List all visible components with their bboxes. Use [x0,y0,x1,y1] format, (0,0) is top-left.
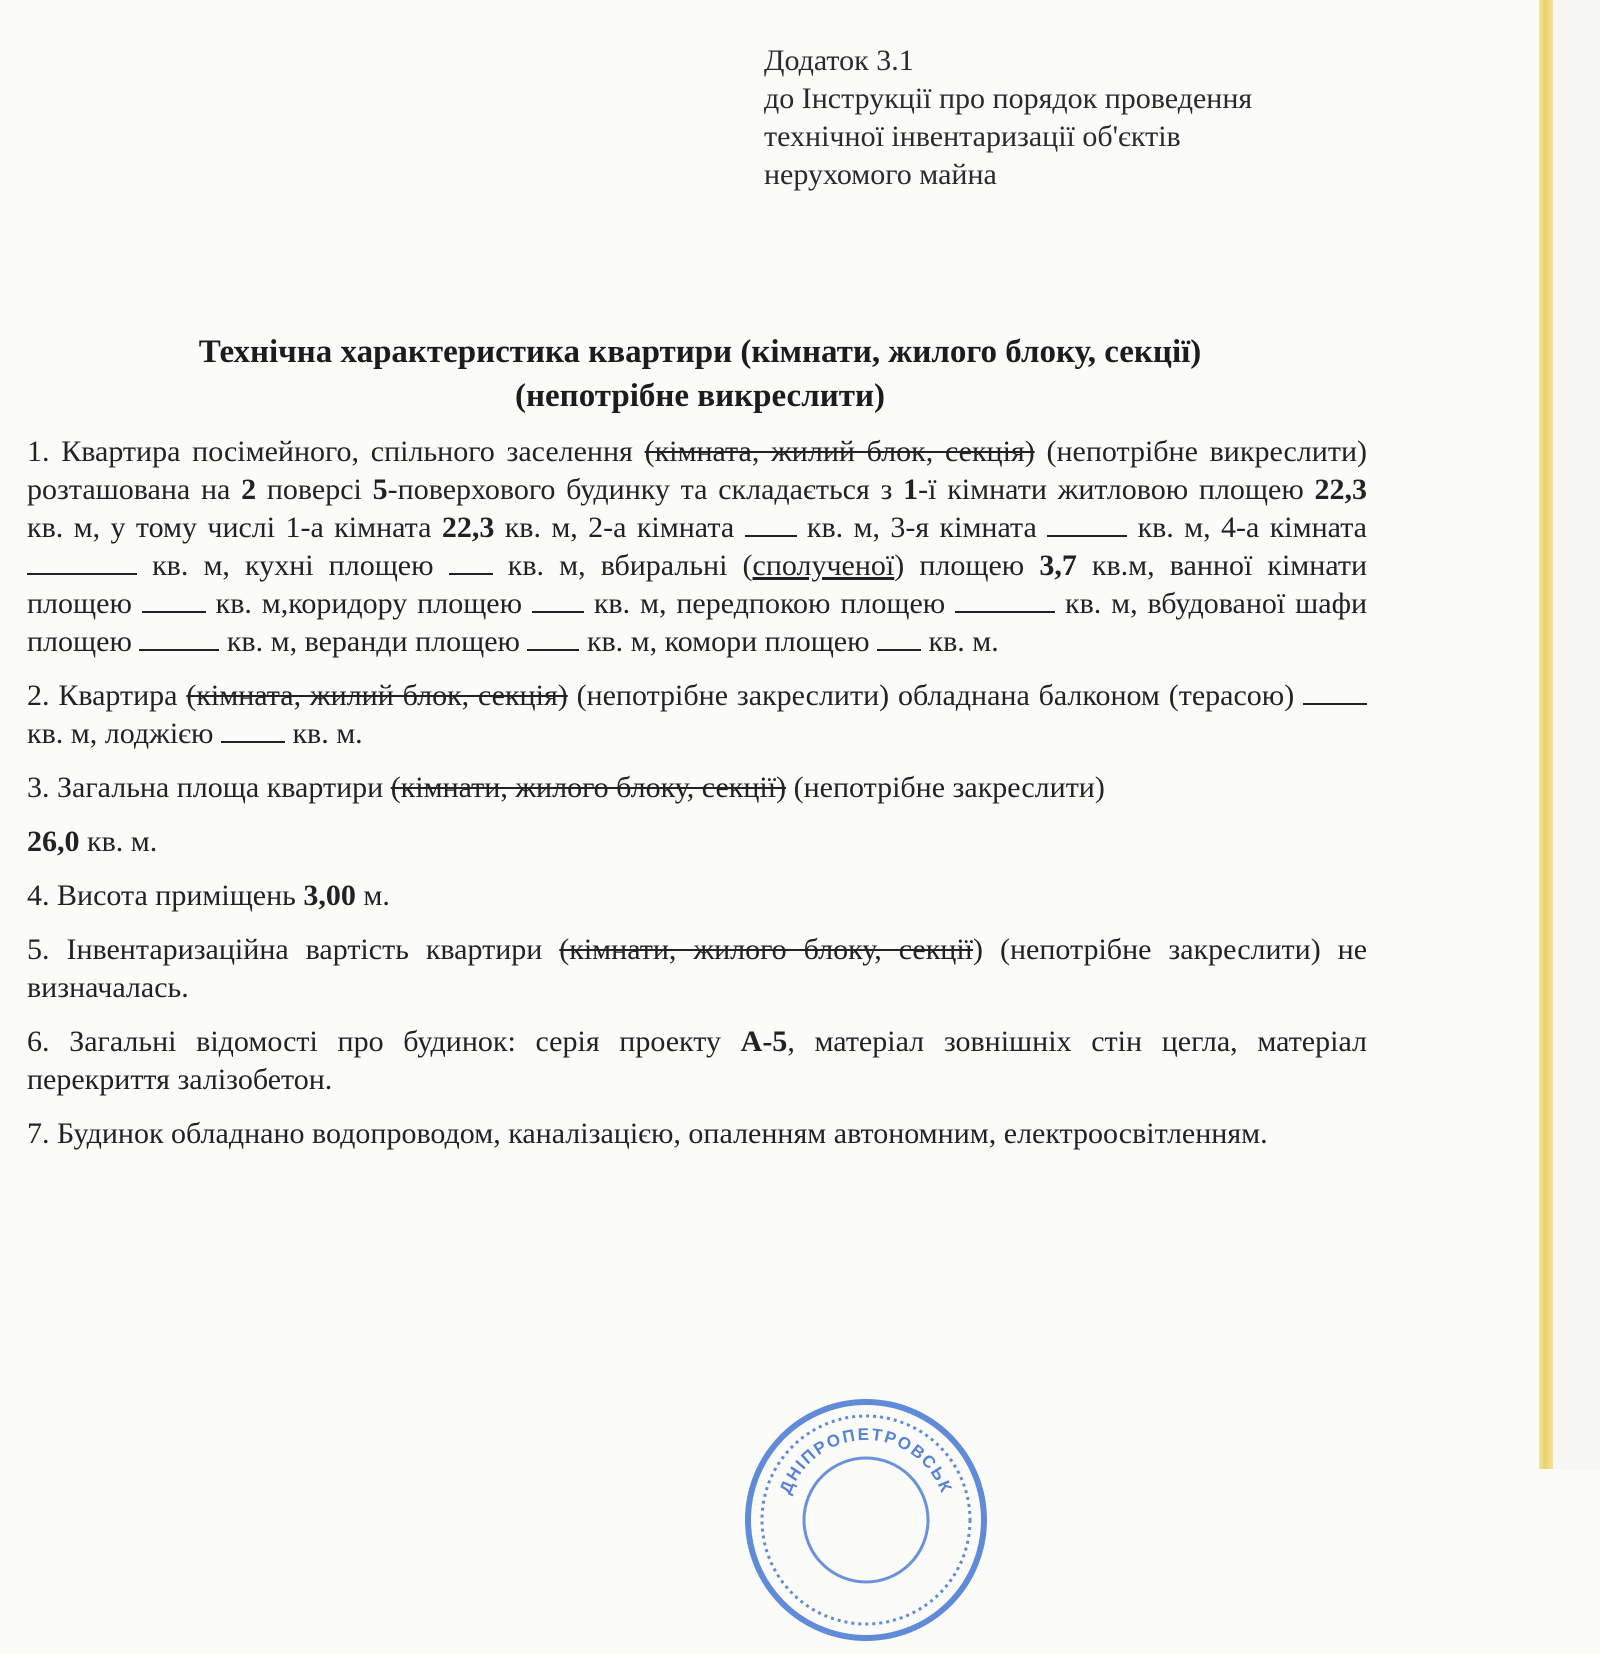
official-stamp [731,1385,1001,1655]
appendix-line-4: нерухомого майна [764,158,997,191]
title-line-2: (непотрібне викреслити) [515,378,885,414]
p1-text-s: кв. м. [928,625,999,658]
p5-struck-text: (кімнати, жилого блоку, секції [559,933,974,966]
p1-text-e: -ї кімнати житловою площею [918,473,1304,506]
wc-area-value: 3,7 [1039,549,1077,582]
p7-text: 7. Будинок обладнано водопроводом, каналізацією, опаленням автономним, електроосвітленням. [27,1117,1268,1150]
document-body [27,433,1367,1169]
p3-struck-text: (кімнати, жилого блоку, секції) [390,771,787,804]
p2-text-b: (непотрібне закреслити) обладнана балконом (терасою) [576,679,1295,712]
p1-text-p: кв. м, вбудованої шафи площею [27,587,1368,658]
p1-text-r: кв. м, комори площею [586,625,870,658]
total-area-unit: кв. м. [87,825,158,858]
p1-text-d: -поверхового будинку та складається з [387,473,893,506]
paragraph-1 [27,433,1367,661]
p1-text-b: (непотрібне викреслити) розташована на [27,435,1367,506]
p6-text-a: 6. Загальні відомості про будинок: серія проекту [27,1025,721,1058]
total-area-line [27,823,1367,861]
appendix-reference [764,42,1464,194]
project-series-value: А-5 [740,1025,788,1058]
living-area-value: 22,3 [1314,473,1368,506]
paragraph-7 [27,1115,1367,1153]
p1-struck-text: (кімната, жилий блок, секція) [644,435,1035,468]
p1-text-a: 1. Квартира посімейного, спільного заселення [27,435,633,468]
room3-blank [1047,513,1127,537]
floors-value: 5 [372,473,388,506]
kitchen-blank [449,551,493,575]
room2-blank [745,513,797,537]
paragraph-3 [27,769,1367,807]
bathroom-blank [142,589,206,613]
p2-text-d: кв. м. [292,717,363,750]
adjacent-page-margin [1553,0,1600,1469]
p1-text-g: кв. м, 2-а кімната [504,511,735,544]
p1-text-l: ) площею [894,549,1025,582]
stamp-text: ДНІПРОПЕТРОВСЬК [775,1424,957,1497]
ceiling-height-value: 3,00 [303,879,356,912]
paragraph-4 [27,877,1367,915]
room4-blank [27,551,137,575]
document-title [60,330,1340,418]
p1-text-q: кв. м, веранди площею [226,625,520,658]
p2-text-c: кв. м, лоджією [27,717,214,750]
balcony-blank [1303,681,1367,705]
p2-text-a: 2. Квартира [27,679,178,712]
p1-text-k: кв. м, вбиральні ( [507,549,753,582]
appendix-line-2: до Інструкції про порядок проведення [764,82,1253,115]
p1-text-h: кв. м, 3-я кімната [806,511,1037,544]
p1-text-f: кв. м, у тому числі 1-а кімната [27,511,432,544]
p4-text-a: 4. Висота приміщень [27,879,296,912]
combined-underlined: сполученої [752,549,895,582]
p6-text-b: , матеріал зовнішніх стін цегла, матеріал перекриття залізобетон. [27,1025,1368,1096]
p1-text-m: кв.м, ванної кімнати площею [27,549,1368,620]
paragraph-2 [27,677,1367,753]
paragraph-5 [27,931,1367,1007]
p1-text-j: кв. м, кухні площею [152,549,434,582]
p3-text-b: (непотрібне закреслити) [793,771,1105,804]
hallway-blank [955,589,1055,613]
p5-text-b: ) (непотрібне закреслити) не визначалась. [27,933,1368,1004]
p2-struck-text: (кімната, жилий блок, секція) [186,679,568,712]
corridor-blank [532,589,584,613]
floor-value: 2 [241,473,257,506]
p1-text-c: поверсі [266,473,362,506]
title-line-1: Технічна характеристика квартири (кімнати, жилого блоку, секції) [198,334,1202,370]
storage-blank [877,627,921,651]
rooms-value: 1 [903,473,919,506]
yellow-page-edge [1539,0,1553,1469]
closet-blank [139,627,219,651]
loggia-blank [221,719,285,743]
p1-text-o: кв. м, передпокою площею [593,587,946,620]
total-area-value: 26,0 [27,825,80,858]
veranda-blank [527,627,579,651]
p1-text-i: кв. м, 4-а кімната [1137,511,1367,544]
paragraph-6 [27,1023,1367,1099]
appendix-line-1: Додаток 3.1 [764,44,914,77]
p4-text-b: м. [363,879,390,912]
p3-text-a: 3. Загальна площа квартири [27,771,384,804]
room1-value: 22,3 [441,511,495,544]
appendix-line-3: технічної інвентаризації об'єктів [764,120,1181,153]
p5-text-a: 5. Інвентаризаційна вартість квартири [27,933,543,966]
p1-text-n: кв. м,коридору площею [215,587,523,620]
